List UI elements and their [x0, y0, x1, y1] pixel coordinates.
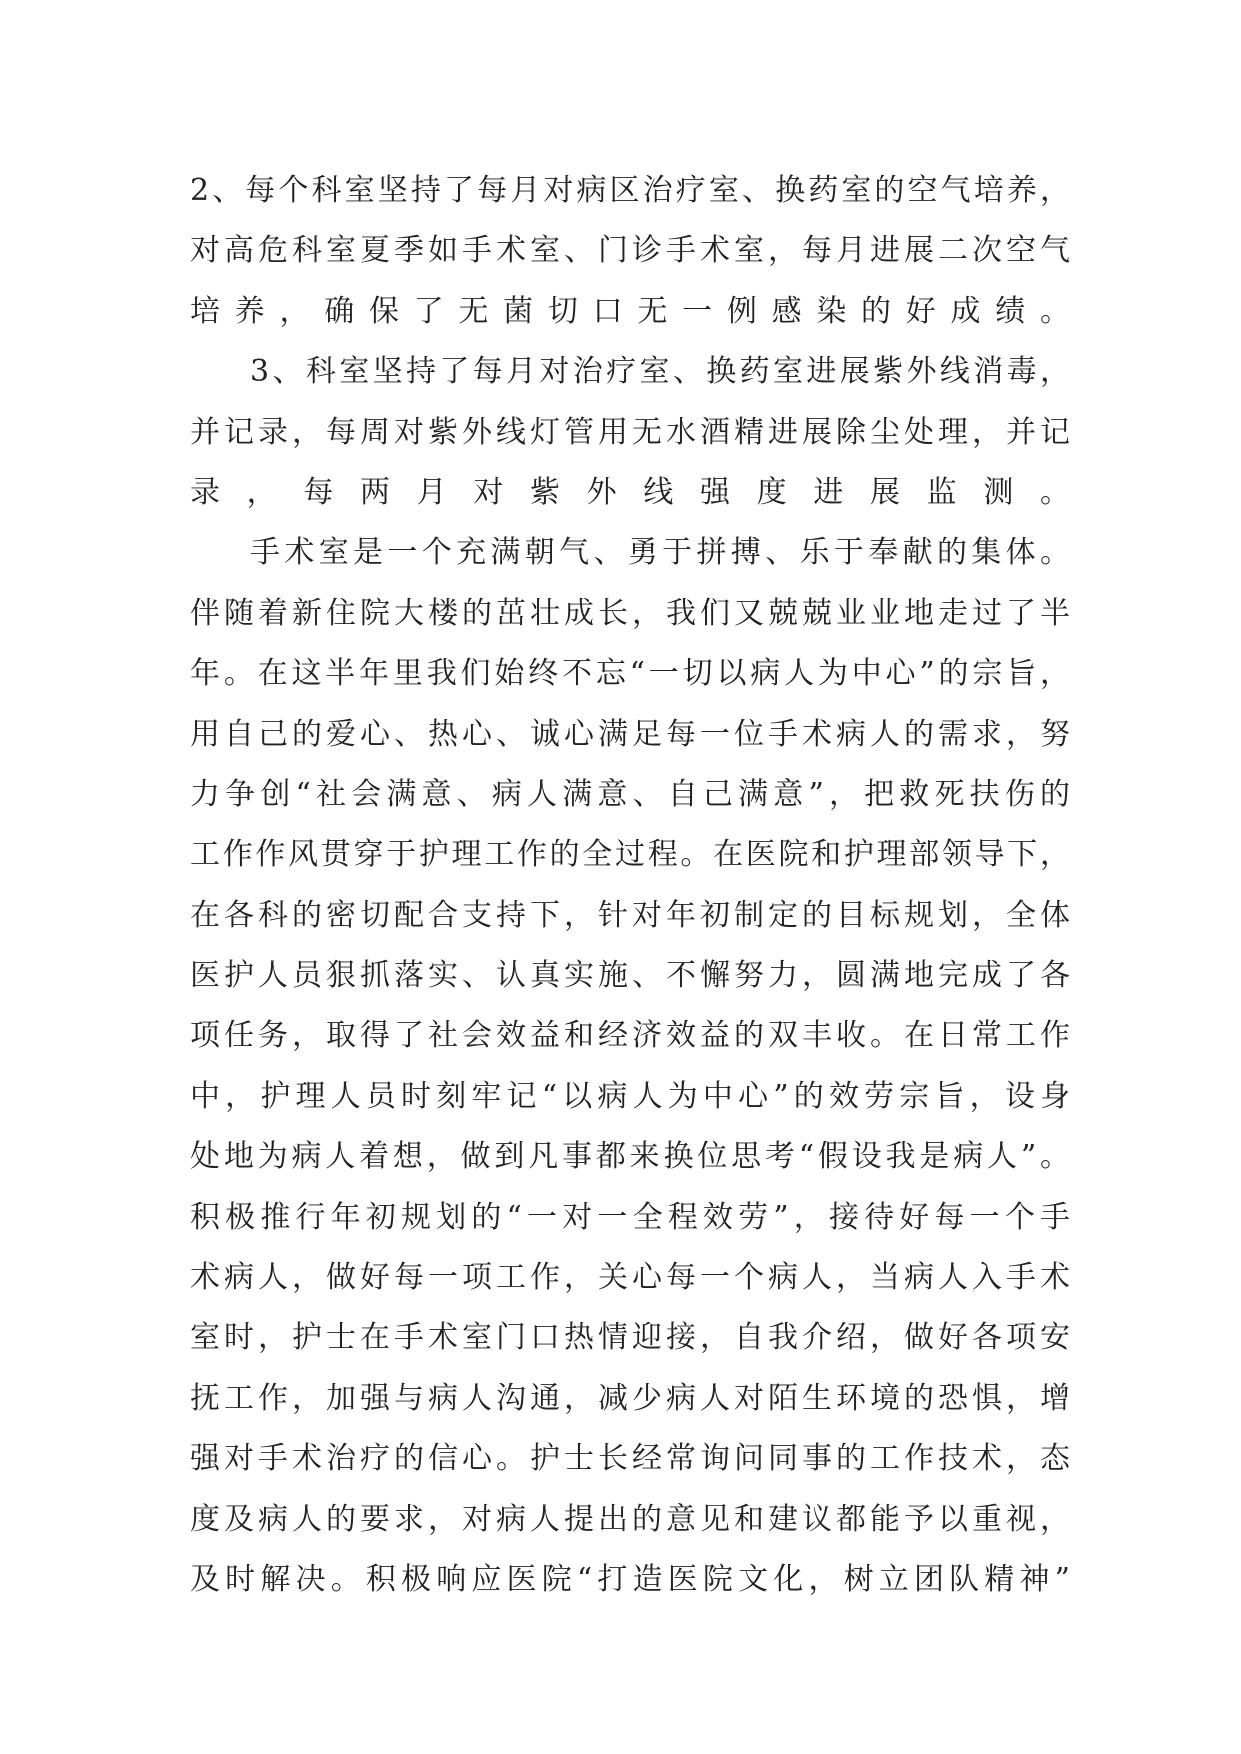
text-line: 对高危科室夏季如手术室、门诊手术室，每月进展二次空气: [190, 233, 1070, 269]
text-line: 伴随着新住院大楼的茁壮成长，我们又兢兢业业地走过了半: [190, 595, 1070, 631]
paragraph-item-3: [190, 342, 1070, 523]
text-line: 室时，护士在手术室门口热情迎接，自我介绍，做好各项安: [190, 1320, 1070, 1356]
text-line: 术病人，做好每一项工作，关心每一个病人，当病人入手术: [190, 1260, 1070, 1296]
text-line: 用自己的爱心、热心、诚心满足每一位手术病人的需求，努: [190, 716, 1070, 752]
text-line: 处地为病人着想，做到凡事都来换位思考“假设我是病人”。: [190, 1139, 1070, 1175]
text-line: 及时解决。积极响应医院“打造医院文化，树立团队精神”: [190, 1561, 1070, 1597]
text-line: 强对手术治疗的信心。护士长经常询问同事的工作技术，态: [190, 1441, 1070, 1477]
text-line: 2、每个科室坚持了每月对病区治疗室、换药室的空气培养，: [190, 173, 1070, 208]
text-line: 培养，确保了无菌切口无一例感染的好成绩。: [190, 293, 1070, 329]
text-line: 录，每两月对紫外线强度进展监测。: [190, 474, 1070, 510]
text-line: 年。在这半年里我们始终不忘“一切以病人为中心”的宗旨，: [190, 656, 1070, 692]
text-line: 积极推行年初规划的“一对一全程效劳”，接待好每一个手: [190, 1199, 1070, 1235]
text-line: 力争创“社会满意、病人满意、自己满意”，把救死扶伤的: [190, 776, 1070, 812]
paragraph-item-2: [190, 161, 1070, 342]
text-line: 中，护理人员时刻牢记“以病人为中心”的效劳宗旨，设身: [190, 1078, 1070, 1114]
document-body: [190, 161, 1070, 1610]
paragraph-operating-room: [190, 523, 1070, 1610]
text-line: 并记录，每周对紫外线灯管用无水酒精进展除尘处理，并记: [190, 414, 1070, 450]
text-line: 抚工作，加强与病人沟通，减少病人对陌生环境的恐惧，增: [190, 1380, 1070, 1416]
text-line: 度及病人的要求，对病人提出的意见和建议都能予以重视，: [190, 1501, 1070, 1537]
text-line: 3、科室坚持了每月对治疗室、换药室进展紫外线消毒，: [250, 354, 1070, 390]
text-line: 项任务，取得了社会效益和经济效益的双丰收。在日常工作: [190, 1018, 1070, 1054]
text-line: 医护人员狠抓落实、认真实施、不懈努力，圆满地完成了各: [190, 958, 1070, 994]
text-line: 手术室是一个充满朝气、勇于拼搏、乐于奉献的集体。: [250, 535, 1070, 571]
text-line: 工作作风贯穿于护理工作的全过程。在医院和护理部领导下，: [190, 837, 1070, 873]
text-line: 在各科的密切配合支持下，针对年初制定的目标规划，全体: [190, 897, 1070, 933]
